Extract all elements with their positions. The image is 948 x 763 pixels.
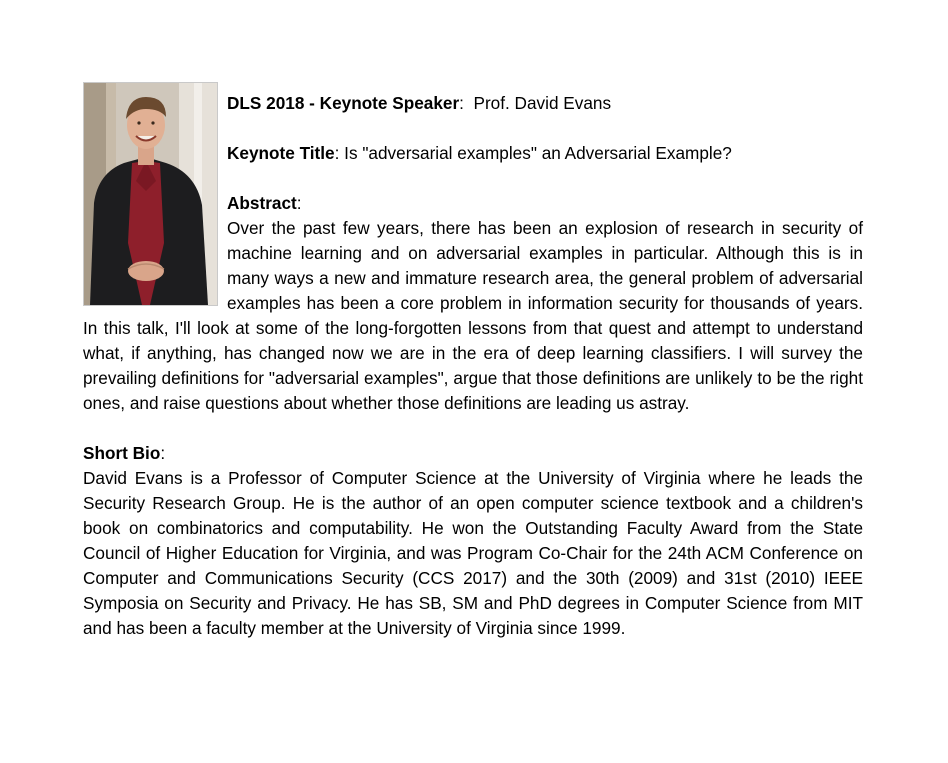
keynote-title: Is "adversarial examples" an Adversarial Example? xyxy=(344,143,732,163)
keynote-title-label: Keynote Title xyxy=(227,143,335,163)
speaker-name: Prof. David Evans xyxy=(473,93,612,113)
abstract-text: Over the past few years, there has been an explosion of research in security of machine learning and on adversarial examples in particular. Although this is in many ways a new and immature research area, the general problem of adversarial examples has been a core problem in information security for thousands of years. In this talk, I'll look at some of the long-forgotten lessons from that quest and attempt to understand what, if anything, has changed now we are in the era of deep learning classifiers. I will survey the prevailing definitions for "adversarial examples", argue that those definitions are unlikely to be the right ones, and raise questions about whether those definitions are leading us astray. xyxy=(83,218,863,413)
keynote-title-separator: : xyxy=(334,143,340,163)
abstract-separator: : xyxy=(296,193,302,213)
speaker-photo xyxy=(83,82,218,306)
event-separator: : xyxy=(459,93,464,113)
abstract-label: Abstract xyxy=(227,193,297,213)
event-label: DLS 2018 - Keynote Speaker xyxy=(227,93,460,113)
bio-label: Short Bio xyxy=(83,443,161,463)
bio-heading xyxy=(83,441,863,466)
keynote-document xyxy=(83,82,863,641)
bio-separator: : xyxy=(160,443,166,463)
speaker-portrait-illustration xyxy=(84,83,217,305)
bio-text: David Evans is a Professor of Computer Science at the University of Virginia where he leads the Security Research Group. He is the author of an open computer science textbook and a children's book on combinatorics and computability. He won the Outstanding Faculty Award from the State Council of Higher Education for Virginia, and was Program Co-Chair for the 24th ACM Conference on Computer and Communications Security (CCS 2017) and the 30th (2009) and 31st (2010) IEEE Symposia on Security and Privacy. He has SB, SM and PhD degrees in Computer Science from MIT and has been a faculty member at the University of Virginia since 1999. xyxy=(83,468,863,638)
